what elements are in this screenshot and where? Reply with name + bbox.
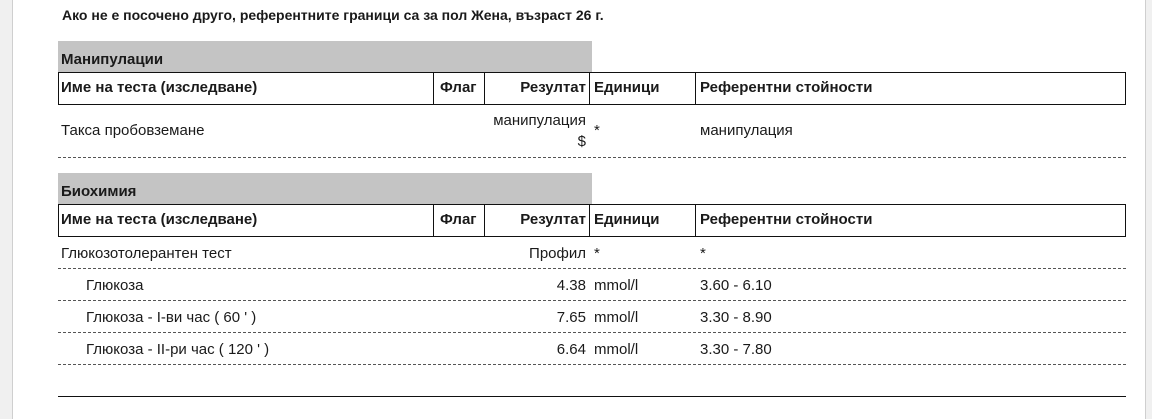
- test-name: Такса пробовземане: [61, 122, 205, 139]
- header-units: Единици: [589, 73, 696, 104]
- table-header: [58, 72, 1126, 105]
- result-value: 6.64: [556, 341, 586, 358]
- table-row: [58, 237, 1126, 269]
- header-name: Име на теста (изследване): [61, 211, 258, 228]
- test-name: Глюкозотолерантен тест: [61, 245, 232, 262]
- reference-note: Ако не е посочено друго, референтните граници са за пол Жена, възраст 26 г.: [62, 7, 604, 23]
- header-result: Резултат: [520, 79, 586, 96]
- units-value: *: [594, 245, 600, 262]
- result-value-line1: манипулация: [493, 112, 586, 129]
- table-end-line: [58, 396, 1126, 397]
- reference-value: манипулация: [700, 122, 793, 139]
- test-name: Глюкоза - II-ри час ( 120 ' ): [86, 341, 270, 358]
- header-reference: Референтни стойности: [700, 79, 873, 96]
- units-value: mmol/l: [594, 341, 639, 358]
- reference-value: 3.30 - 8.90: [700, 309, 772, 326]
- table-row: [58, 105, 1126, 158]
- units-value: mmol/l: [594, 309, 639, 326]
- result-value: Профил: [529, 245, 586, 262]
- table-row: [58, 269, 1126, 301]
- header-units: Единици: [589, 205, 696, 236]
- table-row: [58, 301, 1126, 333]
- header-result: Резултат: [520, 211, 586, 228]
- test-name: Глюкоза: [86, 277, 144, 294]
- reference-value: *: [700, 245, 706, 262]
- table-header: [58, 204, 1126, 237]
- header-flag: Флаг: [433, 205, 485, 236]
- result-value: 4.38: [556, 277, 586, 294]
- reference-value: 3.30 - 7.80: [700, 341, 772, 358]
- units-value: mmol/l: [594, 277, 639, 294]
- test-name: Глюкоза - I-ви час ( 60 ' ): [86, 309, 257, 326]
- header-reference: Референтни стойности: [700, 211, 873, 228]
- result-value-line2: $: [577, 133, 586, 150]
- report-page: [12, 0, 1146, 419]
- header-name: Име на теста (изследване): [61, 79, 258, 96]
- reference-value: 3.60 - 6.10: [700, 277, 772, 294]
- section-title-manipulations: Манипулации: [58, 41, 592, 72]
- section-title-biochemistry: Биохимия: [58, 173, 592, 204]
- header-flag: Флаг: [433, 73, 485, 104]
- units-value: *: [594, 122, 600, 139]
- result-value: 7.65: [556, 309, 586, 326]
- table-row: [58, 333, 1126, 365]
